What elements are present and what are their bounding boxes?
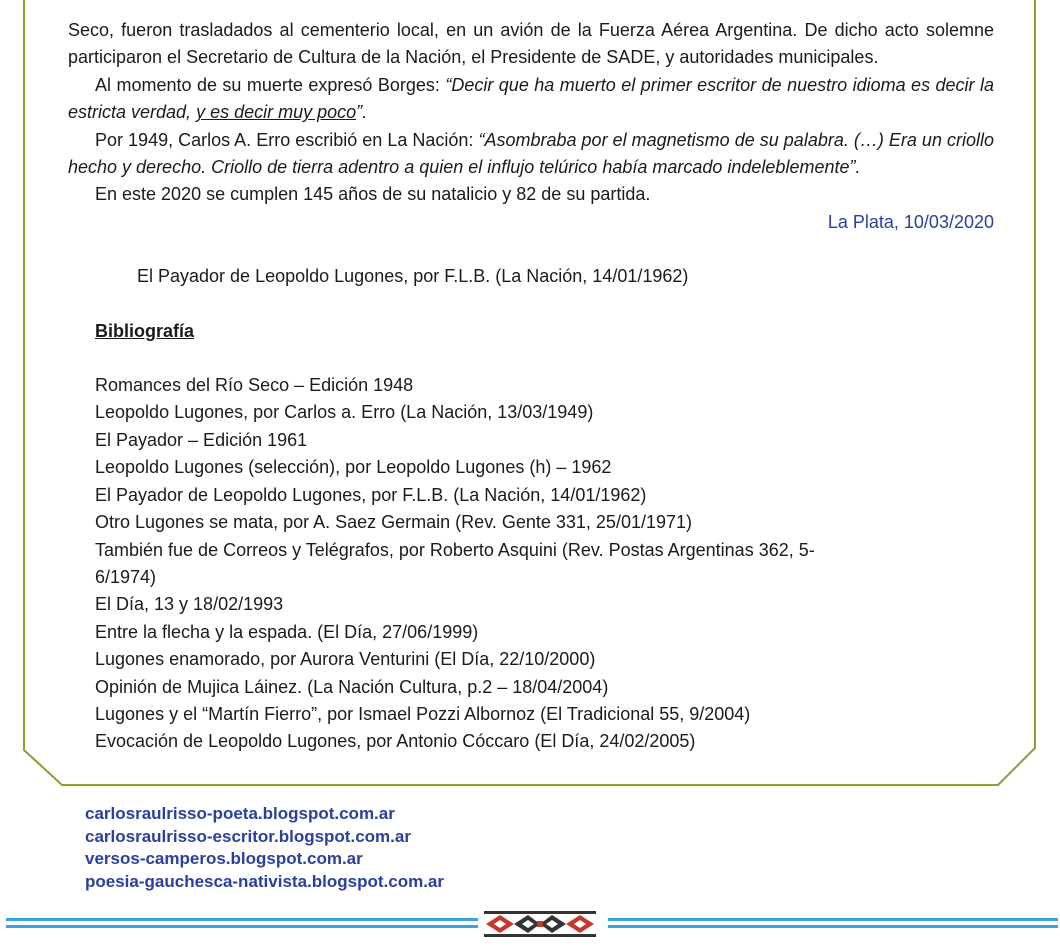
bibliography-item: El Payador – Edición 1961 bbox=[95, 429, 308, 450]
borges-quote-end: ”. bbox=[356, 102, 368, 123]
paragraph-1 bbox=[68, 17, 994, 72]
paragraph-3 bbox=[68, 127, 994, 182]
borges-quote: “Decir que ha muerto el primer escritor de nuestro idioma es decir la estricta verdad, bbox=[68, 74, 994, 123]
article-body bbox=[68, 17, 994, 756]
paragraph-3-lead: Por 1949, Carlos A. Erro escribió en La Nación: bbox=[95, 129, 479, 150]
bibliography-item: Romances del Río Seco – Edición 1948 bbox=[95, 375, 414, 396]
bibliography-item: Opinión de Mujica Láinez. (La Nación Cultura, p.2 – 18/04/2004) bbox=[95, 676, 609, 697]
signature-place-date: La Plata, 10/03/2020 bbox=[827, 211, 994, 232]
footer-links bbox=[85, 803, 444, 894]
bibliography-item: Leopoldo Lugones (selección), por Leopoldo Lugones (h) – 1962 bbox=[95, 457, 612, 478]
footer-link-poeta[interactable]: carlosraulrisso-poeta.blogspot.com.ar bbox=[85, 804, 395, 823]
bibliography-item: Evocación de Leopoldo Lugones, por Antonio Cóccaro (El Día, 24/02/2005) bbox=[95, 731, 696, 752]
paragraph-4-text: En este 2020 se cumplen 145 años de su natalicio y 82 de su partida. bbox=[95, 184, 651, 205]
bibliography-item: Entre la flecha y la espada. (El Día, 27/06/1999) bbox=[95, 621, 479, 642]
bibliography-item: Lugones y el “Martín Fierro”, por Ismael Pozzi Albornoz (El Tradicional 55, 9/2004) bbox=[95, 703, 751, 724]
footer-rule-right-bottom bbox=[608, 925, 1058, 928]
footer-rule-left-top bbox=[6, 918, 478, 921]
bibliography-item: El Día, 13 y 18/02/1993 bbox=[95, 594, 284, 615]
bibliography-item: Leopoldo Lugones, por Carlos a. Erro (La Nación, 13/03/1949) bbox=[95, 402, 594, 423]
paragraph-1-text: Seco, fueron trasladados al cementerio local, en un avión de la Fuerza Aérea Argentina. De dicho acto solemne participaron el Secretario de Cultura de la Nación, el Presidente de SADE, y autoridades municipales. bbox=[68, 20, 994, 68]
paragraph-2 bbox=[68, 72, 994, 127]
footer-rule-left-bottom bbox=[6, 925, 478, 928]
guarda-pampa-ornament-icon bbox=[484, 911, 596, 937]
borges-quote-underlined: y es decir muy poco bbox=[196, 102, 357, 123]
bibliography-item: Otro Lugones se mata, por A. Saez Germain (Rev. Gente 331, 25/01/1971) bbox=[95, 512, 693, 533]
paragraph-4 bbox=[68, 181, 994, 208]
bibliography-item: El Payador de Leopoldo Lugones, por F.L.B. (La Nación, 14/01/1962) bbox=[95, 484, 647, 505]
bibliography-list bbox=[95, 372, 855, 756]
image-caption: El Payador de Leopoldo Lugones, por F.L.B. (La Nación, 14/01/1962) bbox=[137, 266, 689, 287]
footer-link-versos-camperos[interactable]: versos-camperos.blogspot.com.ar bbox=[85, 849, 363, 869]
footer-rule-right-top bbox=[608, 918, 1058, 921]
footer-link-escritor[interactable]: carlosraulrisso-escritor.blogspot.com.ar bbox=[85, 826, 411, 846]
paragraph-2-lead: Al momento de su muerte expresó Borges: bbox=[95, 74, 446, 95]
bibliography-title: Bibliografía bbox=[95, 320, 195, 341]
footer-link-poesia-gauchesca[interactable]: poesia-gauchesca-nativista.blogspot.com.ar bbox=[85, 872, 444, 892]
bibliography-item: También fue de Correos y Telégrafos, por Roberto Asquini (Rev. Postas Argentinas 362, 5-6/1974) bbox=[95, 539, 815, 587]
erro-quote: “Asombraba por el magnetismo de su palabra. (…) Era un criollo hecho y derecho. Criollo de tierra adentro a quien el influjo telúrico había marcado indeleblemente”. bbox=[68, 129, 994, 178]
bibliography-item: Lugones enamorado, por Aurora Venturini (El Día, 22/10/2000) bbox=[95, 649, 596, 670]
